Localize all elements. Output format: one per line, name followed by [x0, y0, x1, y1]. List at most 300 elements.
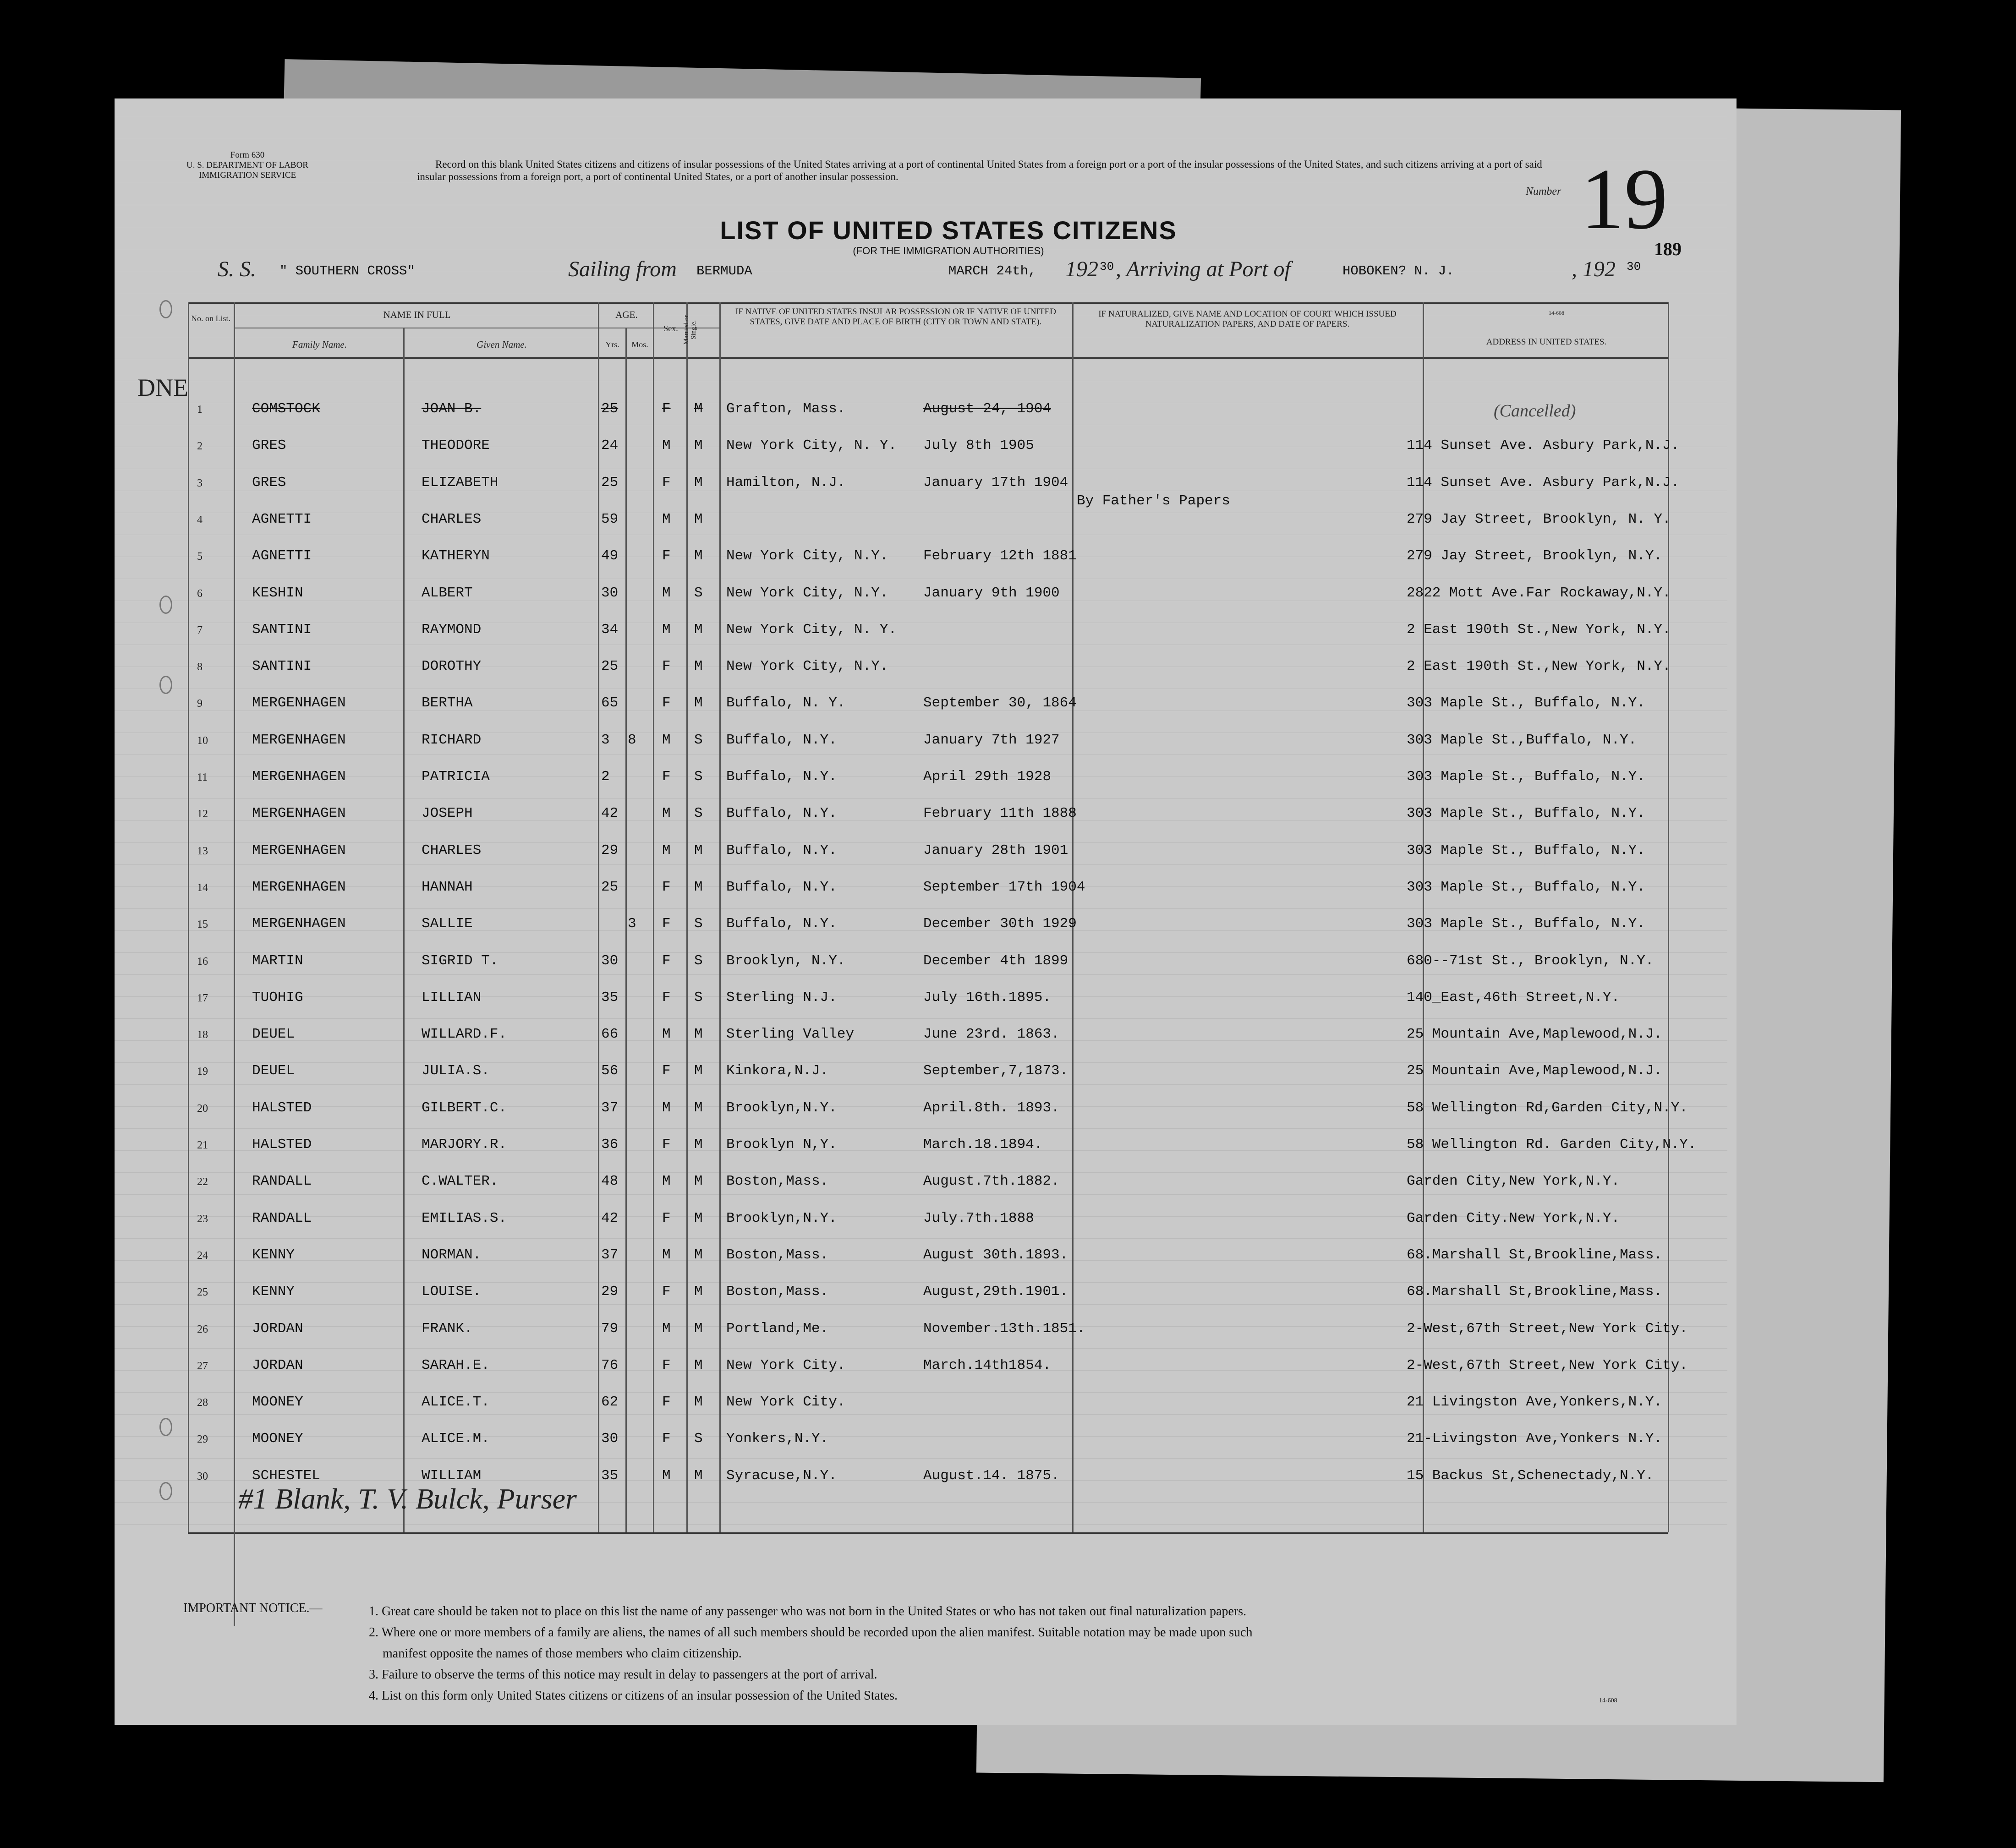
family-name: HALSTED [252, 1137, 312, 1153]
marital-status: M [694, 1063, 703, 1079]
birth-date: March.14th1854. [923, 1357, 1052, 1373]
notice-label: IMPORTANT NOTICE.— [183, 1601, 323, 1615]
us-address: 68.Marshall St,Brookline,Mass. [1407, 1284, 1663, 1300]
marital-status: M [694, 401, 703, 417]
given-name: LILLIAN [422, 989, 482, 1006]
col-divider [188, 302, 189, 1532]
given-name: JULIA.S. [422, 1063, 490, 1079]
ruled-line [115, 1018, 1727, 1019]
sex: M [662, 585, 671, 601]
family-name: MERGENHAGEN [252, 916, 346, 932]
given-name: MARJORY.R. [422, 1137, 507, 1153]
ruled-line [115, 1304, 1727, 1305]
manifest-page [115, 98, 1737, 1725]
birth-date: August 30th.1893. [923, 1247, 1068, 1263]
marital-status: M [694, 842, 703, 858]
notice-item-2: 2. Where one or more members of a family are aliens, the names of all such members should be recorded upon the alien manifest. Suitable notation may be made upon such [369, 1625, 1253, 1640]
us-address: 58 Wellington Rd,Garden City,N.Y. [1407, 1099, 1688, 1116]
us-address: 303 Maple St., Buffalo, N.Y. [1407, 842, 1645, 858]
year-suffix: 30 [1100, 260, 1114, 273]
given-name: PATRICIA [422, 769, 490, 785]
given-name: SIGRID T. [422, 952, 499, 969]
age-years: 36 [601, 1137, 619, 1153]
punch-hole [159, 596, 172, 614]
sex: F [662, 1394, 671, 1411]
department-name: U. S. DEPARTMENT OF LABOR [186, 160, 308, 170]
header-native-birth: IF NATIVE OF UNITED STATES INSULAR POSSESSION OR IF NATIVE OF UNITED STATES, GIVE DATE AND PLACE OF BIRTH (CITY OR TOWN AND STATE). [735, 307, 1056, 327]
us-address: 2-West,67th Street,New York City. [1407, 1357, 1688, 1373]
age-years: 25 [601, 401, 619, 417]
given-name: SALLIE [422, 916, 473, 932]
ruled-line [115, 1458, 1727, 1459]
family-name: MERGENHAGEN [252, 695, 346, 711]
birth-date: July 16th.1895. [923, 989, 1052, 1006]
ruled-line [115, 864, 1727, 865]
sex: M [662, 1173, 671, 1190]
given-name: GILBERT.C. [422, 1099, 507, 1116]
age-years: 25 [601, 658, 619, 675]
row-number: 27 [197, 1360, 208, 1372]
row-number: 16 [197, 955, 208, 968]
header-address: ADDRESS IN UNITED STATES. [1486, 337, 1607, 347]
given-name: BERTHA [422, 695, 473, 711]
ss-label: S. S. [218, 257, 256, 281]
marital-status: M [694, 1173, 703, 1190]
age-years: 35 [601, 1467, 619, 1484]
age-years: 34 [601, 621, 619, 638]
ruled-line [115, 1128, 1727, 1129]
birth-place: Brooklyn, N.Y. [726, 952, 846, 969]
naturalization: By Father's Papers [1077, 492, 1230, 509]
given-name: RAYMOND [422, 621, 482, 638]
birth-date: September 17th 1904 [923, 879, 1085, 895]
marital-status: M [694, 1320, 703, 1337]
birth-place: New York City, N.Y. [726, 585, 888, 601]
marital-status: M [694, 1099, 703, 1116]
sex: F [662, 769, 671, 785]
family-name: GRES [252, 437, 286, 454]
sex: M [662, 511, 671, 527]
sex: M [662, 842, 671, 858]
punch-hole [159, 300, 172, 318]
ruled-line [115, 1282, 1727, 1283]
age-years: 48 [601, 1173, 619, 1190]
ruled-line [115, 1084, 1727, 1085]
row-number: 5 [197, 551, 203, 563]
ruled-line [115, 974, 1727, 975]
sex: F [662, 879, 671, 895]
us-address: 21-Livingston Ave,Yonkers N.Y. [1407, 1431, 1663, 1447]
birth-date: January 7th 1927 [923, 732, 1060, 748]
sex: M [662, 732, 671, 748]
marital-status: M [694, 1467, 703, 1484]
birth-date: January 28th 1901 [923, 842, 1068, 858]
family-name: DEUEL [252, 1026, 295, 1043]
us-address: 140_East,46th Street,N.Y. [1407, 989, 1620, 1006]
sex: M [662, 621, 671, 638]
age-years: 66 [601, 1026, 619, 1043]
birth-place: Boston,Mass. [726, 1284, 829, 1300]
sex: F [662, 1357, 671, 1373]
given-name: ALBERT [422, 585, 473, 601]
marital-status: M [694, 1284, 703, 1300]
given-name: SARAH.E. [422, 1357, 490, 1373]
age-years: 49 [601, 548, 619, 564]
number-label: Number [1526, 186, 1561, 197]
birth-date: February 12th 1881 [923, 548, 1077, 564]
birth-place: Hamilton, N.J. [726, 474, 846, 491]
age-years: 65 [601, 695, 619, 711]
us-address: 303 Maple St., Buffalo, N.Y. [1407, 695, 1645, 711]
col-divider [625, 328, 627, 1532]
ruled-line [115, 908, 1727, 909]
table-top-rule [188, 302, 1668, 304]
birth-place: Brooklyn,N.Y. [726, 1210, 837, 1226]
sex: F [662, 916, 671, 932]
birth-place: New York City. [726, 1357, 846, 1373]
birth-date: August 24, 1904 [923, 401, 1052, 417]
birth-place: Syracuse,N.Y. [726, 1467, 837, 1484]
col-divider [686, 302, 688, 1532]
family-name: TUOHIG [252, 989, 303, 1006]
row-number: 19 [197, 1066, 208, 1078]
sex: M [662, 805, 671, 822]
sex: M [662, 1467, 671, 1484]
birth-place: Buffalo, N.Y. [726, 842, 837, 858]
given-name: CHARLES [422, 842, 482, 858]
marital-status: M [694, 695, 703, 711]
marital-status: S [694, 769, 703, 785]
given-name: HANNAH [422, 879, 473, 895]
sex: F [662, 1284, 671, 1300]
age-years: 30 [601, 952, 619, 969]
age-years: 3 [601, 732, 610, 748]
birth-place: Boston,Mass. [726, 1247, 829, 1263]
birth-date: August.14. 1875. [923, 1467, 1060, 1484]
marital-status: S [694, 732, 703, 748]
marital-status: M [694, 437, 703, 454]
given-name: JOSEPH [422, 805, 473, 822]
birth-date: July 8th 1905 [923, 437, 1034, 454]
header-family-name: Family Name. [292, 339, 347, 350]
birth-date: November.13th.1851. [923, 1320, 1085, 1337]
given-name: THEODORE [422, 437, 490, 454]
us-address: 25 Mountain Ave,Maplewood,N.J. [1407, 1026, 1663, 1043]
header-sex: Sex. [663, 324, 678, 333]
sex: F [662, 695, 671, 711]
sex: M [662, 1247, 671, 1263]
age-years: 79 [601, 1320, 619, 1337]
row-number: 29 [197, 1433, 208, 1446]
row-number: 22 [197, 1176, 208, 1188]
row-number: 9 [197, 698, 203, 710]
marital-status: S [694, 1431, 703, 1447]
row-number: 11 [197, 771, 208, 783]
notice-item-3: 3. Failure to observe the terms of this notice may result in delay to passengers at the port of arrival. [369, 1668, 877, 1682]
family-name: KESHIN [252, 585, 303, 601]
age-years: 42 [601, 805, 619, 822]
sex: F [662, 1063, 671, 1079]
birth-place: Buffalo, N. Y. [726, 695, 846, 711]
given-name: ALICE.T. [422, 1394, 490, 1411]
family-name: MERGENHAGEN [252, 805, 346, 822]
marital-status: M [694, 1026, 703, 1043]
sailing-label: Sailing from [568, 257, 677, 281]
sex: F [662, 401, 671, 417]
us-address: 25 Mountain Ave,Maplewood,N.J. [1407, 1063, 1663, 1079]
birth-place: New York City. [726, 1394, 846, 1411]
sex: F [662, 1210, 671, 1226]
header-no: No. on List. [191, 314, 230, 323]
header-name-in-full: NAME IN FULL [383, 309, 451, 320]
given-name: NORMAN. [422, 1247, 482, 1263]
us-address: (Cancelled) [1494, 401, 1576, 421]
age-years: 42 [601, 1210, 619, 1226]
given-name: WILLARD.F. [422, 1026, 507, 1043]
given-name: ELIZABETH [422, 474, 499, 491]
birth-place: New York City, N.Y. [726, 548, 888, 564]
ruled-line [115, 1194, 1727, 1195]
list-number: 19 [1581, 151, 1668, 247]
birth-date: August.7th.1882. [923, 1173, 1060, 1190]
ruled-line [115, 1172, 1727, 1173]
birth-date: January 9th 1900 [923, 585, 1060, 601]
birth-date: April 29th 1928 [923, 769, 1052, 785]
birth-place: Buffalo, N.Y. [726, 916, 837, 932]
family-name: AGNETTI [252, 511, 312, 527]
us-address: 303 Maple St., Buffalo, N.Y. [1407, 916, 1645, 932]
table-header-rule [188, 357, 1668, 359]
sex: M [662, 1320, 671, 1337]
marital-status: M [694, 621, 703, 638]
birth-date: September,7,1873. [923, 1063, 1068, 1079]
col-divider [719, 302, 721, 1532]
header-years: Yrs. [605, 340, 619, 349]
ruled-line [115, 1414, 1727, 1415]
family-name: MOONEY [252, 1431, 303, 1447]
age-months: 3 [628, 916, 636, 932]
row-number: 14 [197, 881, 208, 894]
us-address: 58 Wellington Rd. Garden City,N.Y. [1407, 1137, 1697, 1153]
age-years: 2 [601, 769, 610, 785]
family-name: COMSTOCK [252, 401, 320, 417]
age-years: 56 [601, 1063, 619, 1079]
form-instructions: Record on this blank United States citizens and citizens of insular possessions of the United States arriving at a port of continental United States from a foreign port or a port of the insular possessions of the United States, and such citizens arriving at a port of said insular possessions from a foreign port, a port of continental United States, or a port of another insular possession. [417, 159, 1542, 182]
birth-date: September 30, 1864 [923, 695, 1077, 711]
birth-place: Buffalo, N.Y. [726, 805, 837, 822]
birth-date: August,29th.1901. [923, 1284, 1068, 1300]
birth-place: Sterling Valley [726, 1026, 855, 1043]
sex: M [662, 437, 671, 454]
row-number: 28 [197, 1397, 208, 1409]
us-address: Garden City.New York,N.Y. [1407, 1210, 1620, 1226]
family-name: MERGENHAGEN [252, 842, 346, 858]
us-address: 303 Maple St., Buffalo, N.Y. [1407, 805, 1645, 822]
family-name: RANDALL [252, 1173, 312, 1190]
us-address: 114 Sunset Ave. Asbury Park,N.J. [1407, 437, 1680, 454]
row-number: 26 [197, 1323, 208, 1335]
us-address: 114 Sunset Ave. Asbury Park,N.J. [1407, 474, 1680, 491]
birth-place: New York City, N. Y. [726, 621, 897, 638]
notice-items [369, 1601, 1253, 1706]
age-years: 35 [601, 989, 619, 1006]
row-number: 10 [197, 734, 208, 747]
sex: M [662, 1026, 671, 1043]
age-years: 37 [601, 1247, 619, 1263]
given-name: RICHARD [422, 732, 482, 748]
marital-status: M [694, 511, 703, 527]
sex: F [662, 548, 671, 564]
family-name: MERGENHAGEN [252, 879, 346, 895]
birth-place: Portland,Me. [726, 1320, 829, 1337]
birth-date: June 23rd. 1863. [923, 1026, 1060, 1043]
marital-status: S [694, 805, 703, 822]
us-address: 21 Livingston Ave,Yonkers,N.Y. [1407, 1394, 1663, 1411]
family-name: DEUEL [252, 1063, 295, 1079]
header-form-code: 14-608 [1549, 310, 1564, 316]
family-name: MERGENHAGEN [252, 732, 346, 748]
punch-hole [159, 1482, 172, 1500]
year-prefix: 192 [1065, 257, 1098, 281]
header-months: Mos. [631, 340, 648, 349]
family-name: JORDAN [252, 1320, 303, 1337]
row-number: 15 [197, 919, 208, 931]
table-bottom-rule [188, 1532, 1668, 1534]
row-number: 30 [197, 1470, 208, 1482]
us-address: Garden City,New York,N.Y. [1407, 1173, 1620, 1190]
marital-status: M [694, 1210, 703, 1226]
family-name: MARTIN [252, 952, 303, 969]
marital-status: S [694, 952, 703, 969]
punch-hole [159, 1418, 172, 1436]
given-name: ALICE.M. [422, 1431, 490, 1447]
given-name: LOUISE. [422, 1284, 482, 1300]
age-years: 25 [601, 879, 619, 895]
header-age: AGE. [615, 309, 638, 320]
ruled-line [115, 1392, 1727, 1393]
ruled-line [115, 798, 1727, 799]
year2-suffix: 30 [1627, 260, 1641, 273]
age-years: 76 [601, 1357, 619, 1373]
year2-prefix: , 192 [1572, 257, 1616, 281]
us-address: 2 East 190th St.,New York, N.Y. [1407, 658, 1671, 675]
age-years: 62 [601, 1394, 619, 1411]
sex: F [662, 1431, 671, 1447]
birth-place: Brooklyn N,Y. [726, 1137, 837, 1153]
marital-status: S [694, 585, 703, 601]
birth-date: February 11th 1888 [923, 805, 1077, 822]
ruled-line [115, 1238, 1727, 1239]
birth-place: Buffalo, N.Y. [726, 732, 837, 748]
marital-status: M [694, 548, 703, 564]
sailing-date: MARCH 24th, [948, 263, 1036, 279]
purser-note: #1 Blank, T. V. Bulck, Purser [238, 1482, 577, 1515]
row-number: 2 [197, 440, 203, 453]
ruled-line [115, 1348, 1727, 1349]
family-name: MOONEY [252, 1394, 303, 1411]
family-name: AGNETTI [252, 548, 312, 564]
birth-place: Buffalo, N.Y. [726, 879, 837, 895]
age-years: 37 [601, 1099, 619, 1116]
given-name: WILLIAM [422, 1467, 482, 1484]
row-number: 23 [197, 1213, 208, 1225]
row-number: 12 [197, 808, 208, 820]
birth-date: March.18.1894. [923, 1137, 1043, 1153]
birth-date: December 30th 1929 [923, 916, 1077, 932]
row-number: 24 [197, 1249, 208, 1262]
sex: F [662, 952, 671, 969]
given-name: EMILIAS.S. [422, 1210, 507, 1226]
family-name: GRES [252, 474, 286, 491]
row-number: 7 [197, 624, 203, 636]
us-address: 2 East 190th St.,New York, N.Y. [1407, 621, 1671, 638]
family-name: JORDAN [252, 1357, 303, 1373]
arriving-port: HOBOKEN? N. J. [1342, 263, 1454, 279]
given-name: DOROTHY [422, 658, 482, 675]
age-years: 29 [601, 1284, 619, 1300]
sex: F [662, 989, 671, 1006]
us-address: 279 Jay Street, Brooklyn, N. Y. [1407, 511, 1671, 527]
col-divider [598, 302, 599, 1532]
age-years: 30 [601, 1431, 619, 1447]
birth-place: Boston,Mass. [726, 1173, 829, 1190]
age-years: 59 [601, 511, 619, 527]
birth-date: April.8th. 1893. [923, 1099, 1060, 1116]
given-name: FRANK. [422, 1320, 473, 1337]
given-name: CHARLES [422, 511, 482, 527]
family-name: SANTINI [252, 658, 312, 675]
sex: F [662, 1137, 671, 1153]
marital-status: M [694, 1394, 703, 1411]
ruled-line [115, 1524, 1727, 1525]
row-number: 20 [197, 1102, 208, 1115]
notice-item-1: 1. Great care should be taken not to place on this list the name of any passenger who was not born in the United States or who has not taken out final naturalization papers. [369, 1604, 1247, 1618]
row-number: 17 [197, 992, 208, 1004]
family-name: HALSTED [252, 1099, 312, 1116]
us-address: 680--71st St., Brooklyn, N.Y. [1407, 952, 1654, 969]
marital-status: M [694, 1247, 703, 1263]
marital-status: M [694, 879, 703, 895]
page-title: LIST OF UNITED STATES CITIZENS [720, 216, 1177, 245]
us-address: 303 Maple St., Buffalo, N.Y. [1407, 879, 1645, 895]
col-divider [653, 302, 654, 1532]
row-number: 21 [197, 1139, 208, 1151]
family-name: RANDALL [252, 1210, 312, 1226]
us-address: 279 Jay Street, Brooklyn, N.Y. [1407, 548, 1663, 564]
list-number-suffix: 189 [1654, 239, 1682, 259]
row-number: 13 [197, 845, 208, 857]
age-years: 25 [601, 474, 619, 491]
notice-form-code: 14-608 [1599, 1697, 1617, 1704]
birth-place: New York City, N. Y. [726, 437, 897, 454]
row-number: 25 [197, 1286, 208, 1299]
row-number: 3 [197, 477, 203, 489]
age-years: 30 [601, 585, 619, 601]
us-address: 2-West,67th Street,New York City. [1407, 1320, 1688, 1337]
header-naturalized: IF NATURALIZED, GIVE NAME AND LOCATION OF COURT WHICH ISSUED NATURALIZATION PAPERS, AND DATE OF PAPERS. [1098, 309, 1397, 329]
age-months: 8 [628, 732, 636, 748]
birth-place: Sterling N.J. [726, 989, 837, 1006]
arriving-label: , Arriving at Port of [1116, 257, 1291, 281]
header-given-name: Given Name. [477, 339, 527, 350]
notice-item-4: 4. List on this form only United States citizens or citizens of an insular possession of the United States. [369, 1689, 898, 1703]
sex: M [662, 1099, 671, 1116]
service-name: IMMIGRATION SERVICE [198, 170, 296, 180]
family-name: KENNY [252, 1247, 295, 1263]
margin-note-dne: DNE [137, 374, 188, 401]
us-address: 15 Backus St,Schenectady,N.Y. [1407, 1467, 1654, 1484]
row-number: 8 [197, 661, 203, 673]
